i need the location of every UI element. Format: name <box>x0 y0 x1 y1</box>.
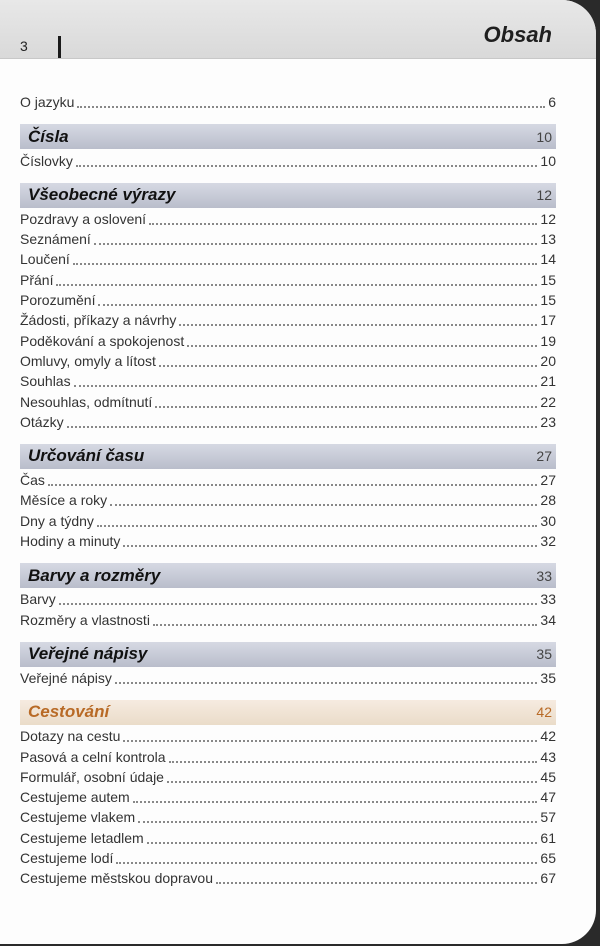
dot-leader <box>74 385 538 387</box>
entry-page-number: 14 <box>540 251 556 268</box>
toc-entry[interactable] <box>20 510 556 530</box>
dot-leader <box>153 624 537 626</box>
toc-entry[interactable] <box>20 351 556 371</box>
page-title: Obsah <box>483 22 552 47</box>
dot-leader <box>169 761 538 763</box>
dot-leader <box>116 862 537 864</box>
entry-page-number: 10 <box>540 152 556 169</box>
entry-page-number: 21 <box>540 373 556 390</box>
section-page-number: 12 <box>536 187 552 204</box>
toc-entry[interactable] <box>20 470 556 490</box>
toc-entry[interactable] <box>20 371 556 391</box>
entry-page-number: 67 <box>540 870 556 887</box>
section-page-number: 10 <box>536 128 552 145</box>
toc-section-heading[interactable] <box>20 700 556 725</box>
section-title: Čísla <box>28 126 69 146</box>
dot-leader <box>56 284 537 286</box>
entry-page-number: 32 <box>540 533 556 550</box>
toc-entry[interactable] <box>20 609 556 629</box>
dot-leader <box>115 682 538 684</box>
section-title: Cestování <box>28 702 110 722</box>
section-page-number: 42 <box>536 704 552 721</box>
dot-leader <box>138 821 537 823</box>
dot-leader <box>159 365 538 367</box>
entry-title: Porozumění <box>20 292 96 309</box>
toc-section-heading[interactable] <box>20 444 556 469</box>
entry-page-number: 34 <box>540 611 556 628</box>
entry-title: Souhlas <box>20 373 71 390</box>
entry-page-number: 47 <box>540 789 556 806</box>
entry-title: Cestujeme autem <box>20 789 130 806</box>
entry-page-number: 12 <box>540 210 556 227</box>
entry-title: Loučení <box>20 251 70 268</box>
toc-entry[interactable] <box>20 868 556 888</box>
toc-entry[interactable] <box>20 330 556 350</box>
toc-section-heading[interactable] <box>20 183 556 208</box>
toc-entry[interactable] <box>20 391 556 411</box>
toc-entry[interactable] <box>20 668 556 688</box>
toc-entry[interactable] <box>20 150 556 170</box>
entry-title: Formulář, osobní údaje <box>20 768 164 785</box>
section-page-number: 35 <box>536 646 552 663</box>
dot-leader <box>77 106 545 108</box>
entry-page-number: 33 <box>540 591 556 608</box>
section-title: Určování času <box>28 446 145 466</box>
entry-page-number: 42 <box>540 728 556 745</box>
toc-entry[interactable] <box>20 92 556 112</box>
toc-entry[interactable] <box>20 807 556 827</box>
entry-page-number: 65 <box>540 850 556 867</box>
table-of-contents <box>20 92 556 888</box>
entry-title: Čas <box>20 472 45 489</box>
dot-leader <box>73 263 538 265</box>
entry-page-number: 27 <box>540 472 556 489</box>
dot-leader <box>67 426 538 428</box>
entry-page-number: 23 <box>540 413 556 430</box>
entry-title: Pozdravy a oslovení <box>20 210 147 227</box>
entry-title: Žádosti, příkazy a návrhy <box>20 312 177 329</box>
entry-page-number: 45 <box>540 768 556 785</box>
entry-page-number: 19 <box>540 332 556 349</box>
dot-leader <box>123 740 537 742</box>
toc-entry[interactable] <box>20 787 556 807</box>
section-title: Všeobecné výrazy <box>28 185 176 205</box>
toc-entry[interactable] <box>20 412 556 432</box>
entry-title: Cestujeme městskou dopravou <box>20 870 213 887</box>
dot-leader <box>94 243 538 245</box>
entry-page-number: 28 <box>540 492 556 509</box>
dot-leader <box>133 801 538 803</box>
toc-section-heading[interactable] <box>20 124 556 149</box>
toc-entry[interactable] <box>20 249 556 269</box>
dot-leader <box>123 545 537 547</box>
entry-page-number: 35 <box>540 669 556 686</box>
dot-leader <box>48 484 538 486</box>
entry-title: O jazyku <box>20 94 75 111</box>
dot-leader <box>167 781 537 783</box>
toc-entry[interactable] <box>20 269 556 289</box>
dot-leader <box>97 525 537 527</box>
header-divider <box>58 36 61 58</box>
toc-section-heading[interactable] <box>20 563 556 588</box>
entry-title: Dny a týdny <box>20 512 94 529</box>
toc-entry[interactable] <box>20 290 556 310</box>
dot-leader <box>110 504 537 506</box>
entry-title: Nesouhlas, odmítnutí <box>20 393 153 410</box>
entry-title: Poděkování a spokojenost <box>20 332 185 349</box>
dot-leader <box>216 882 537 884</box>
toc-entry[interactable] <box>20 746 556 766</box>
entry-title: Pasová a celní kontrola <box>20 748 166 765</box>
entry-title: Rozměry a vlastnosti <box>20 611 150 628</box>
entry-page-number: 15 <box>540 292 556 309</box>
toc-entry[interactable] <box>20 848 556 868</box>
entry-page-number: 43 <box>540 748 556 765</box>
toc-section-heading[interactable] <box>20 642 556 667</box>
entry-title: Cestujeme letadlem <box>20 829 144 846</box>
section-page-number: 33 <box>536 567 552 584</box>
entry-title: Cestujeme vlakem <box>20 809 136 826</box>
entry-title: Číslovky <box>20 152 73 169</box>
entry-title: Omluvy, omyly a lítost <box>20 352 156 369</box>
page-header <box>0 0 596 59</box>
entry-page-number: 30 <box>540 512 556 529</box>
entry-page-number: 57 <box>540 809 556 826</box>
toc-entry[interactable] <box>20 827 556 847</box>
dot-leader <box>155 406 537 408</box>
page-number: 3 <box>20 38 28 54</box>
dot-leader <box>179 324 537 326</box>
section-page-number: 27 <box>536 448 552 465</box>
toc-entry[interactable] <box>20 490 556 510</box>
entry-page-number: 6 <box>548 94 556 111</box>
entry-title: Seznámení <box>20 231 91 248</box>
entry-page-number: 15 <box>540 271 556 288</box>
entry-title: Otázky <box>20 413 64 430</box>
section-title: Veřejné nápisy <box>28 644 148 664</box>
toc-entry[interactable] <box>20 229 556 249</box>
entry-page-number: 61 <box>540 829 556 846</box>
entry-title: Dotazy na cestu <box>20 728 121 745</box>
toc-entry[interactable] <box>20 531 556 551</box>
entry-title: Cestujeme lodí <box>20 850 114 867</box>
entry-title: Veřejné nápisy <box>20 669 112 686</box>
toc-entry[interactable] <box>20 767 556 787</box>
dot-leader <box>76 165 538 167</box>
entry-title: Měsíce a roky <box>20 492 108 509</box>
entry-page-number: 13 <box>540 231 556 248</box>
toc-entry[interactable] <box>20 589 556 609</box>
toc-entry[interactable] <box>20 310 556 330</box>
section-title: Barvy a rozměry <box>28 565 161 585</box>
dot-leader <box>98 304 537 306</box>
toc-entry[interactable] <box>20 726 556 746</box>
dot-leader <box>59 603 538 605</box>
entry-page-number: 22 <box>540 393 556 410</box>
dot-leader <box>149 223 537 225</box>
dot-leader <box>187 345 537 347</box>
entry-title: Hodiny a minuty <box>20 533 121 550</box>
dot-leader <box>147 842 538 844</box>
entry-title: Přání <box>20 271 54 288</box>
entry-title: Barvy <box>20 591 56 608</box>
entry-page-number: 20 <box>540 352 556 369</box>
entry-page-number: 17 <box>540 312 556 329</box>
toc-entry[interactable] <box>20 209 556 229</box>
